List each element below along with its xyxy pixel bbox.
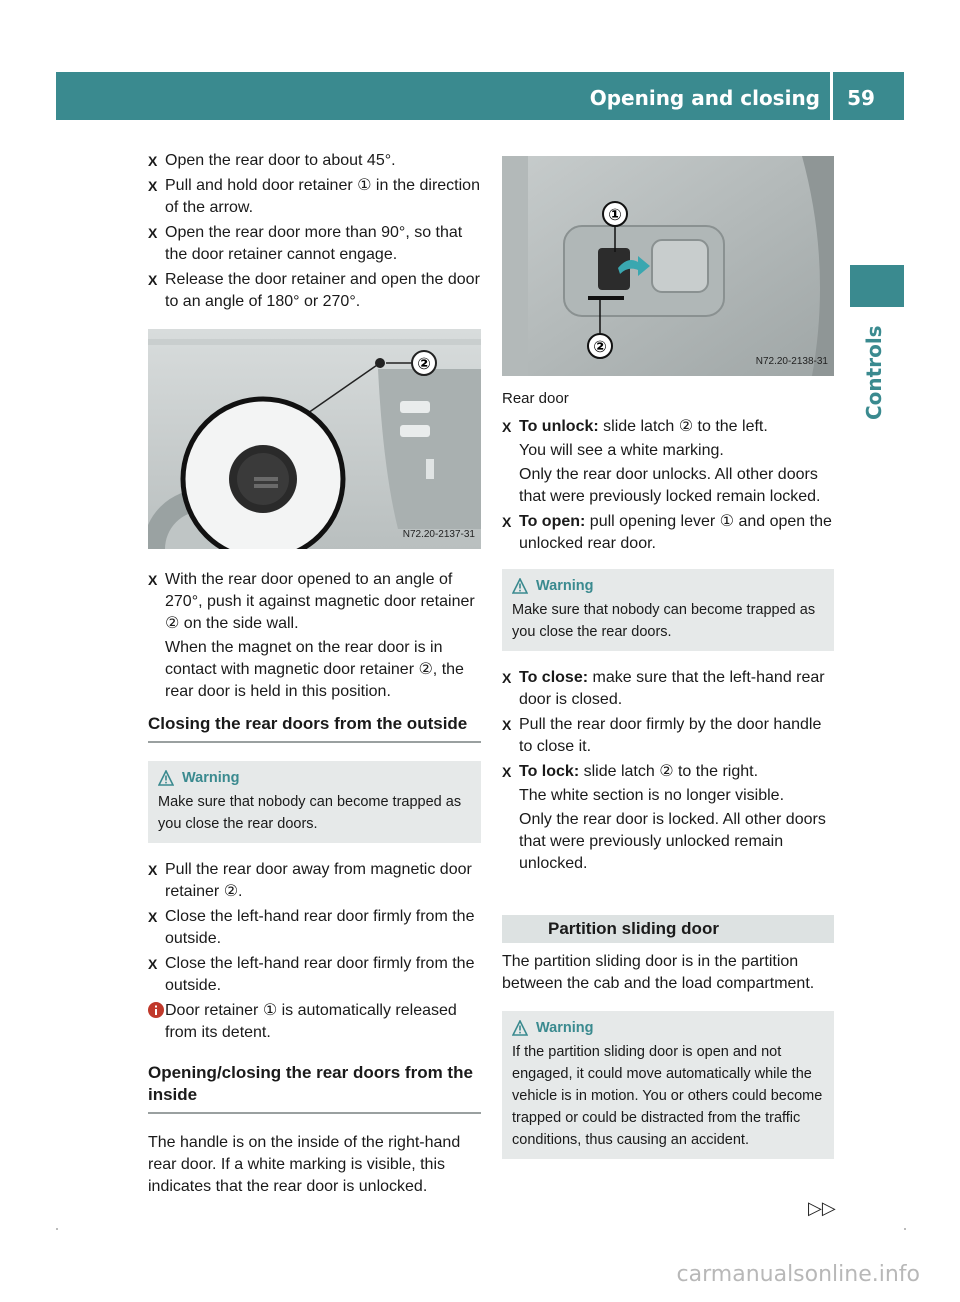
step-marker-icon: X (148, 862, 158, 878)
step-marker-icon: X (148, 178, 158, 194)
instruction-step: X Open the rear door to about 45°. (148, 150, 481, 172)
side-tab-marker (850, 265, 904, 307)
step-marker-icon: X (502, 717, 512, 733)
figure-callout-1: ① (608, 205, 622, 224)
warning-title: Warning (536, 578, 594, 594)
warning-triangle-icon (512, 578, 528, 594)
instruction-step: X Pull and hold door retainer ① in the direction of the arrow. (148, 177, 480, 216)
step-marker-icon: X (148, 909, 158, 925)
figure-door-retainer (148, 329, 481, 549)
door-retainer-illustration (148, 329, 481, 549)
instruction-step: X Open the rear door more than 90°, so that the door retainer cannot engage. (148, 224, 463, 263)
warning-text: Make sure that nobody can become trapped as you close the rear doors. (512, 602, 816, 640)
info-icon (148, 1002, 164, 1018)
warning-box (502, 569, 834, 651)
instruction-step: X With the rear door opened to an angle of 270°, push it against magnetic door retainer ② on the side wall. When the magnet on the rear door is in contact with magnetic door retainer ②, the rear door is held in this position. (148, 571, 475, 700)
step-marker-icon: X (148, 225, 158, 241)
step-marker-icon: X (502, 514, 512, 530)
instruction-step: X Close the left-hand rear door firmly from the outside. (148, 955, 475, 994)
instruction-step: X Pull the rear door away from magnetic door retainer ②. (148, 861, 472, 900)
warning-triangle-icon (512, 1020, 528, 1036)
step-marker-icon: X (148, 956, 158, 972)
continue-arrows-icon: ▷▷ (808, 1198, 836, 1218)
step-marker-icon: X (502, 764, 512, 780)
warning-box (148, 761, 481, 843)
crop-mark (56, 1228, 58, 1230)
left-column (148, 150, 481, 1198)
instruction-step: X To lock: slide latch ② to the right. The white section is no longer visible. Only the rear door is locked. All other doors that were previously unlocked remain unlocked. (502, 763, 826, 872)
header-divider (830, 72, 833, 120)
warning-text: If the partition sliding door is open and not engaged, it could move automatically while the vehicle is in motion. You or others could become trapped or could be distracted from the traffic conditions, thus causing an accident. (512, 1044, 823, 1148)
instruction-step: X To open: pull opening lever ① and open the unlocked rear door. (502, 513, 832, 552)
crop-mark (904, 1228, 906, 1230)
figure-callout-2: ② (593, 337, 607, 356)
instruction-step: X To unlock: slide latch ② to the left. You will see a white marking. Only the rear door unlocks. All other doors that were previously locked remain locked. (502, 418, 821, 505)
info-note: Door retainer ① is automatically released from its detent. (148, 1000, 481, 1044)
figure-rear-door-latch (502, 156, 834, 376)
paragraph-inside-handle: The handle is on the inside of the right-hand rear door. If a white marking is visible, this indicates that the rear door is unlocked. (148, 1134, 461, 1195)
warning-title: Warning (536, 1020, 594, 1036)
paragraph-partition: The partition sliding door is in the partition between the cab and the load compartment. (502, 953, 815, 992)
instruction-step: X Close the left-hand rear door firmly from the outside. (148, 908, 475, 947)
step-marker-icon: X (148, 572, 158, 588)
step-marker-icon: X (502, 419, 512, 435)
right-column (502, 150, 834, 1175)
step-marker-icon: X (148, 153, 158, 169)
figure-code: N72.20-2138-31 (755, 356, 828, 367)
warning-text: Make sure that nobody can become trapped as you close the rear doors. (158, 794, 462, 832)
side-tab-label: Controls (862, 325, 886, 420)
heading-partition-door: Partition sliding door (502, 915, 834, 943)
warning-title: Warning (182, 770, 240, 786)
side-tab-label-wrap (862, 325, 892, 440)
instruction-step: X Pull the rear door firmly by the door handle to close it. (502, 716, 822, 755)
warning-box (502, 1011, 834, 1159)
step-marker-icon: X (148, 272, 158, 288)
figure-code: N72.20-2137-31 (402, 529, 475, 540)
heading-closing-outside: Closing the rear doors from the outside (148, 713, 481, 743)
figure-caption: Rear door (502, 390, 569, 407)
rear-door-latch-illustration (502, 156, 834, 376)
watermark: carmanualsonline.info (676, 1262, 920, 1287)
warning-triangle-icon (158, 770, 174, 786)
section-title: Opening and closing (589, 86, 820, 110)
instruction-step: X Release the door retainer and open the door to an angle of 180° or 270°. (148, 271, 480, 310)
instruction-step: X To close: make sure that the left-hand rear door is closed. (502, 669, 825, 708)
page-number: 59 (847, 86, 875, 110)
step-marker-icon: X (502, 670, 512, 686)
heading-opening-inside: Opening/closing the rear doors from the inside (148, 1062, 481, 1114)
figure-callout-2: ② (417, 354, 431, 373)
